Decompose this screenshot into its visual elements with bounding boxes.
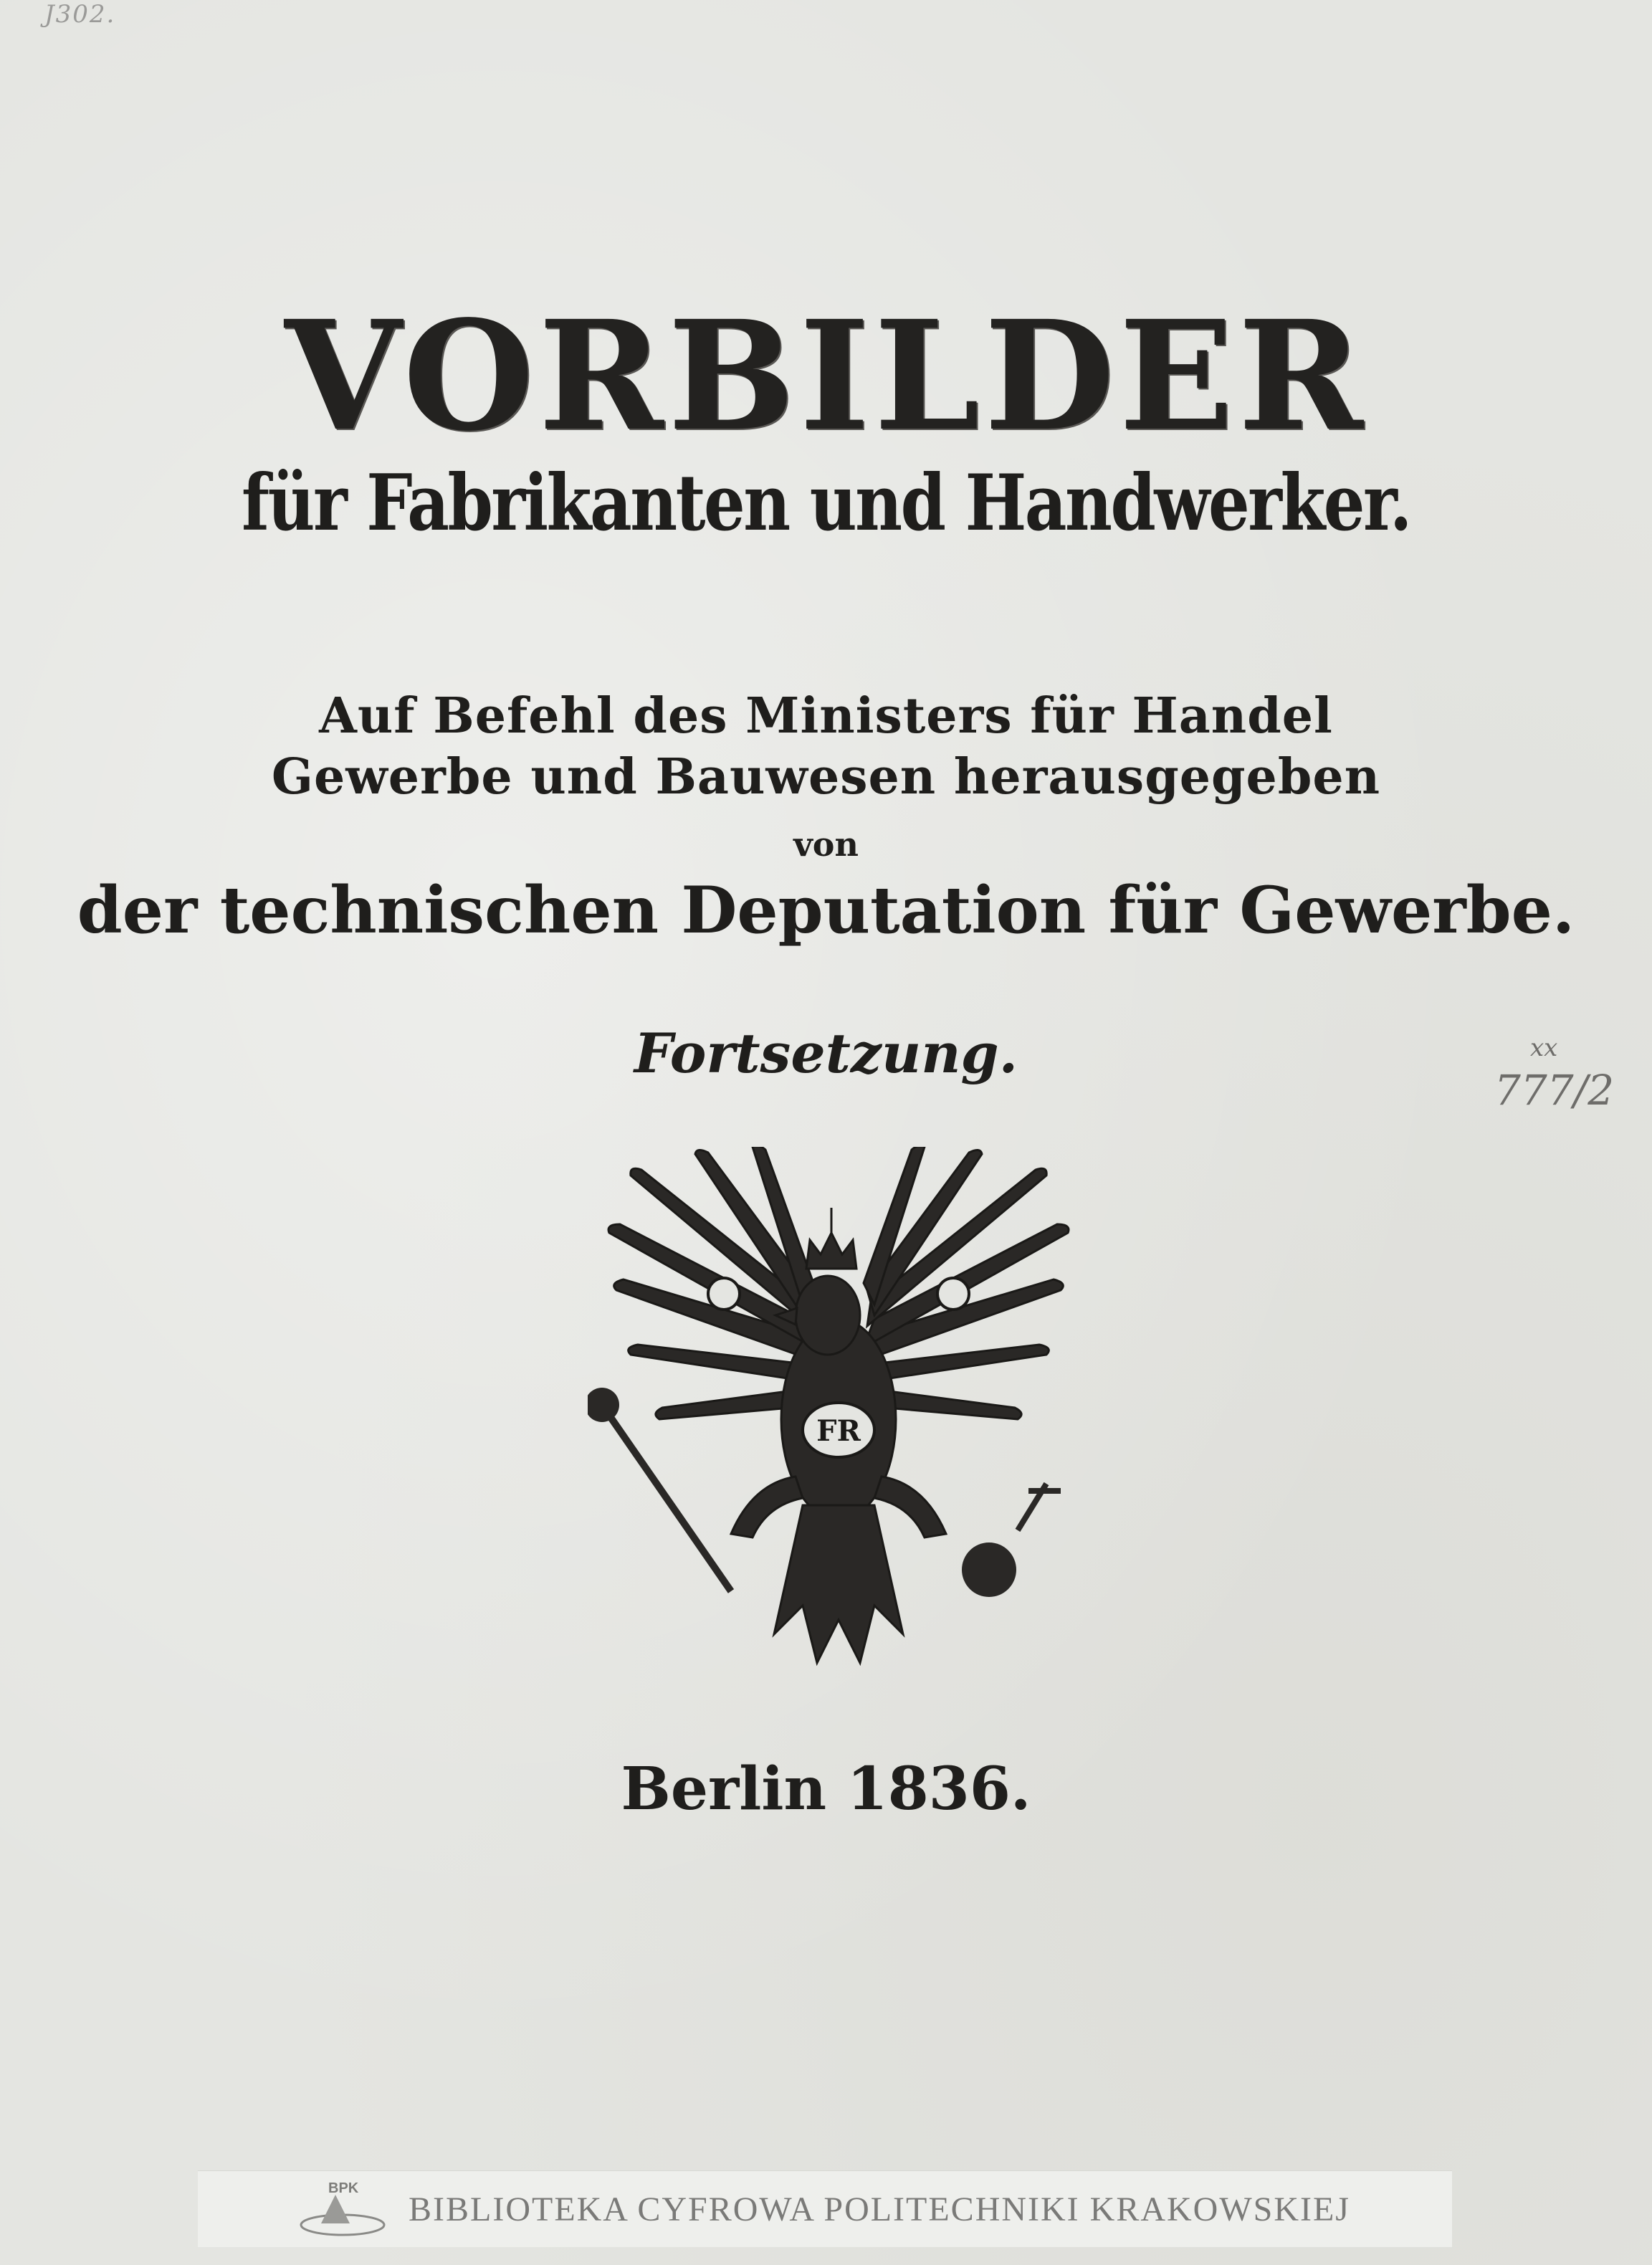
bpk-logo-icon <box>300 2180 393 2238</box>
page-title: VORBILDER <box>285 287 1367 464</box>
pencil-call-number <box>1494 1032 1614 1118</box>
continuation-label: Fortsetzung. <box>634 1021 1018 1085</box>
prussian-eagle-icon <box>588 1147 1089 1706</box>
commission-line-2: Gewerbe und Bauwesen herausgegeben <box>271 748 1381 806</box>
library-name: BIBLIOTEKA CYFROWA POLITECHNIKI KRAKOWSKIEJ <box>409 2190 1350 2228</box>
imprint-place-date: Berlin 1836. <box>621 1755 1031 1823</box>
page-subtitle: für Fabrikanten und Handwerker. <box>242 458 1410 548</box>
publisher-line: der technischen Deputation für Gewerbe. <box>77 872 1575 948</box>
pencil-marks: xx <box>1530 1034 1558 1062</box>
bpk-logo-text: BPK <box>328 2180 359 2196</box>
pencil-number: 777/2 <box>1494 1066 1615 1115</box>
commission-line-1: Auf Befehl des Ministers für Handel <box>319 687 1333 745</box>
commission-line-3: von <box>793 825 859 864</box>
pencil-shelfmark-top: J302. <box>44 0 116 29</box>
eagle-monogram: FR <box>816 1414 861 1448</box>
library-watermark-footer <box>198 2170 1452 2247</box>
